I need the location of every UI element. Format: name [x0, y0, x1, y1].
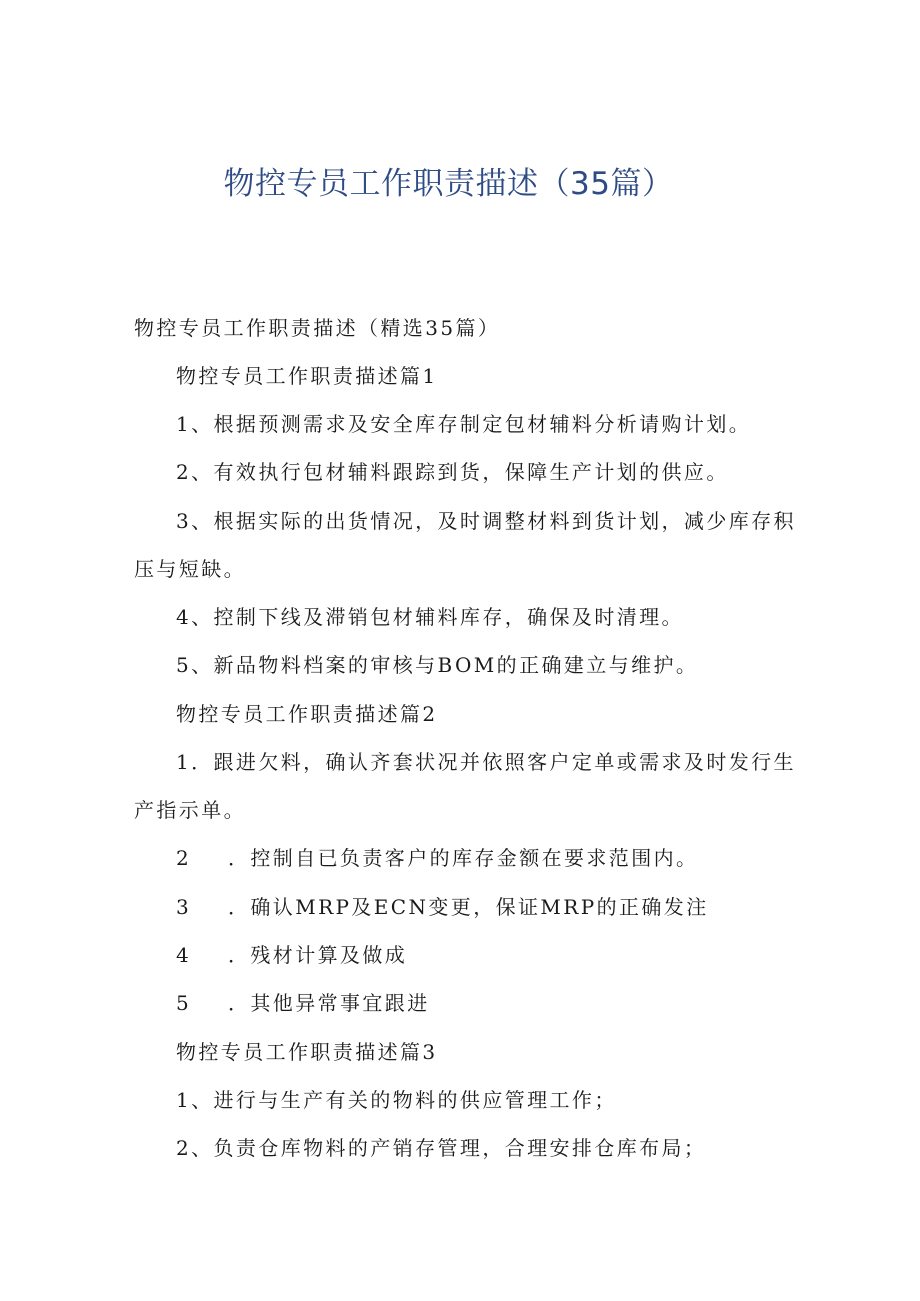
section2-item-1-cont: 产指示单。	[134, 798, 246, 822]
item-text: ．确认MRP及ECN变更，保证MRP的正确发注	[228, 895, 709, 919]
section-heading-2: 物控专员工作职责描述篇2	[176, 702, 438, 726]
item-number: 3	[176, 895, 192, 919]
section2-item-5	[176, 991, 430, 1015]
section1-item-1: 1、根据预测需求及安全库存制定包材辅料分析请购计划。	[176, 412, 752, 436]
section3-item-1: 1、进行与生产有关的物料的供应管理工作；	[176, 1088, 617, 1112]
item-number: 4	[176, 943, 192, 967]
section1-item-4: 4、控制下线及滞销包材辅料库存，确保及时清理。	[176, 605, 684, 629]
section2-item-4	[176, 943, 407, 967]
section2-item-2	[176, 846, 698, 870]
section2-item-3	[176, 895, 709, 919]
section1-item-3: 3、根据实际的出货情况，及时调整材料到货计划，减少库存积	[176, 509, 796, 533]
item-text: ．控制自已负责客户的库存金额在要求范围内。	[228, 846, 699, 870]
document-title: 物控专员工作职责描述（35篇）	[223, 166, 674, 202]
section1-item-2: 2、有效执行包材辅料跟踪到货，保障生产计划的供应。	[176, 460, 729, 484]
section-heading-3: 物控专员工作职责描述篇3	[176, 1040, 438, 1064]
section-heading-1: 物控专员工作职责描述篇1	[176, 364, 438, 388]
item-text: ．残材计算及做成	[228, 943, 408, 967]
section1-item-3-cont: 压与短缺。	[134, 557, 246, 581]
item-number: 5	[176, 991, 192, 1015]
item-number: 2	[176, 846, 192, 870]
section1-item-5: 5、新品物料档案的审核与BOM的正确建立与维护。	[176, 653, 699, 677]
section2-item-1: 1．跟进欠料，确认齐套状况并依照客户定单或需求及时发行生	[176, 750, 796, 774]
item-text: ．其他异常事宜跟进	[228, 991, 430, 1015]
section3-item-2: 2、负责仓库物料的产销存管理，合理安排仓库布局；	[176, 1136, 707, 1160]
intro-line: 物控专员工作职责描述（精选35篇）	[134, 316, 501, 340]
